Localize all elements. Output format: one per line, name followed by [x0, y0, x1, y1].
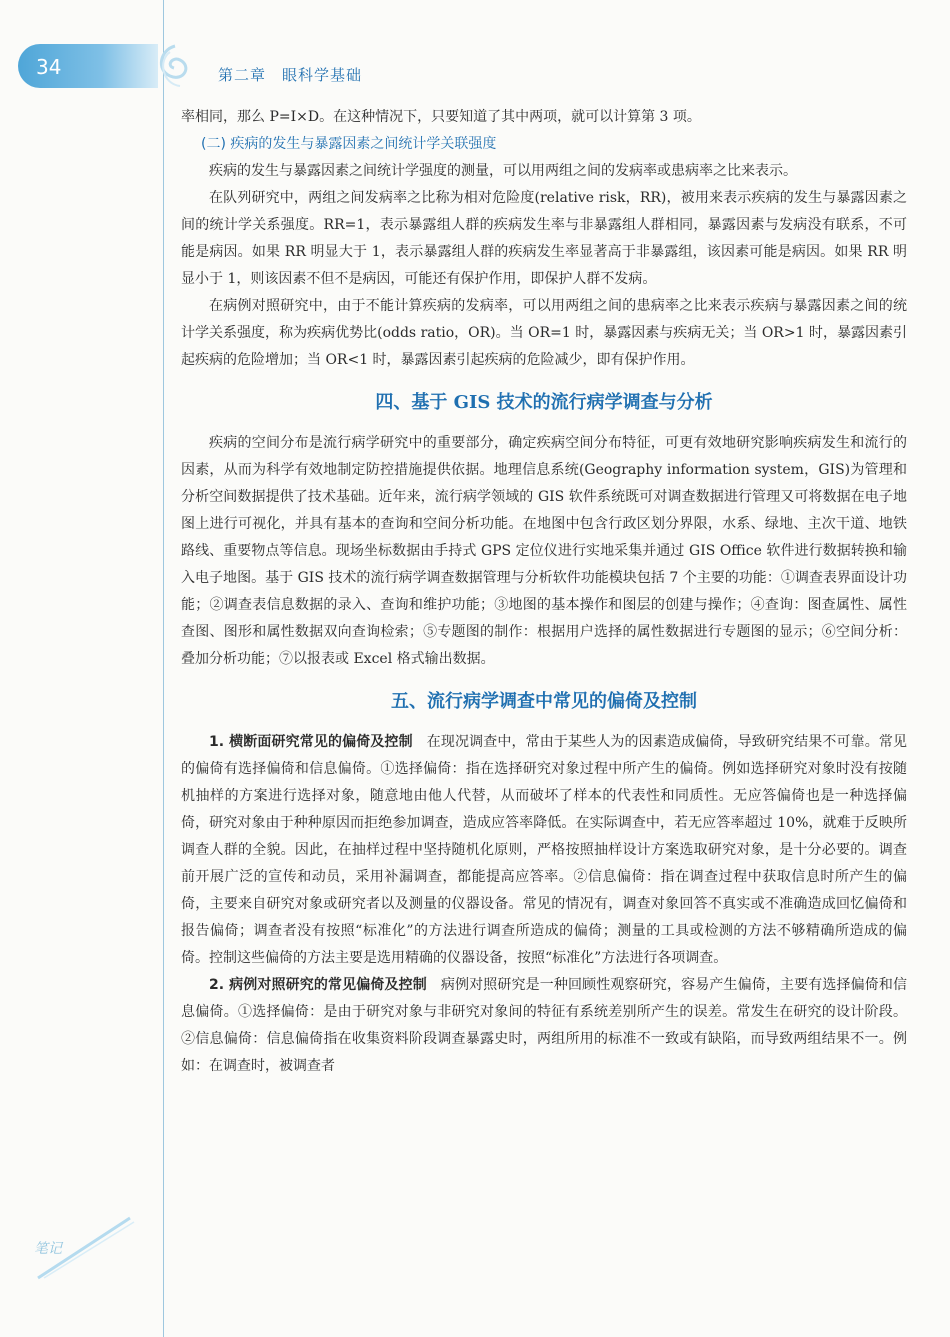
margin-rule — [163, 0, 164, 1337]
section-heading: 四、基于 GIS 技术的流行病学调查与分析 — [375, 392, 713, 413]
paragraph: 疾病的发生与暴露因素之间统计学强度的测量，可以用两组之间的发病率或患病率之比来表示。 — [209, 163, 797, 179]
notes-label: 笔记 — [34, 1241, 62, 1257]
paragraph: 在队列研究中，两组之间发病率之比称为相对危险度(relative risk，RR)，被用来表示疾病的发生与暴露因素之间的统计学关系强度。RR=1，表示暴露组人群的疾病发生率与非暴露组人群相同，暴露因素与发病没有联系，不可能是病因。如果 RR 明显大于 1，表示暴露组人群的疾病发生率显著高于非暴露组，该因素可能是病因。如果 RR 明显小于 1，则该因素不但不是病因，可能还有保护作用，即保护人群不发病。 — [181, 190, 907, 287]
paragraph-text: 病例对照研究是一种回顾性观察研究，容易产生偏倚，主要有选择偏倚和信息偏倚。①选择偏倚：是由于研究对象与非研究对象间的特征有系统差别所产生的误差。常发生在研究的设计阶段。②信息偏倚：信息偏倚指在收集资料阶段调查暴露史时，两组所用的标准不一致或有缺陷，而导致两组结果不一。例如：在调查时，被调查者 — [181, 977, 908, 1074]
paragraph: 疾病的空间分布是流行病学研究中的重要部分，确定疾病空间分布特征，可更有效地研究影响疾病发生和流行的因素，从而为科学有效地制定防控措施提供依据。地理信息系统(Geography information system，GIS)为管理和分析空间数据提供了技术基础。近年来，流行病学领域的 GIS 软件系统既可对调查数据进行管理又可将数据在电子地图上进行可视化，并具有基本的查询和空间分析功能。在地图中包含行政区划分界限，水系、绿地、主次干道、地铁路线、重要物点等信息。现场坐标数据由手持式 GPS 定位仪进行实地采集并通过 GIS Office 软件进行数据转换和输入电子地图。基于 GIS 技术的流行病学调查数据管理与分析软件功能模块包括 7 个主要的功能：①调查表界面设计功能；②调查表信息数据的录入、查询和维护功能；③地图的基本操作和图层的创建与操作；④查询：图查属性、属性查图、图形和属性数据双向查询检索；⑤专题图的制作：根据用户选择的属性数据进行专题图的显示；⑥空间分析：叠加分析功能；⑦以报表或 Excel 格式输出数据。 — [181, 435, 907, 667]
chapter-title: 第二章 眼科学基础 — [218, 66, 363, 84]
paragraph — [181, 729, 907, 972]
paragraph-intro: 率相同，那么 P=I×D。在这种情况下，只要知道了其中两项，就可以计算第 3 项。 — [181, 109, 701, 125]
paragraph — [181, 972, 907, 1080]
swirl-decoration-icon — [150, 40, 200, 96]
page-body — [181, 104, 907, 1080]
run-in-heading: 1. 横断面研究常见的偏倚及控制 — [209, 734, 413, 750]
sub-heading: (二) 疾病的发生与暴露因素之间统计学关联强度 — [201, 136, 497, 152]
page-number: 34 — [36, 55, 62, 79]
run-in-heading: 2. 病例对照研究的常见偏倚及控制 — [209, 977, 427, 993]
paragraph-text: 在现况调查中，常由于某些人为的因素造成偏倚，导致研究结果不可靠。常见的偏倚有选择偏倚和信息偏倚。①选择偏倚：指在选择研究对象过程中所产生的偏倚。例如选择研究对象时没有按随机抽样的方案进行选择对象，随意地由他人代替，从而破坏了样本的代表性和同质性。无应答偏倚也是一种选择偏倚，研究对象由于种种原因而拒绝参加调查，造成应答率降低。在实际调查中，若无应答率超过 10%，就难于反映所调查人群的全貌。因此，在抽样过程中坚持随机化原则，严格按照抽样设计方案选取研究对象，是十分必要的。调查前开展广泛的宣传和动员，采用补漏调查，都能提高应答率。②信息偏倚：指在调查过程中获取信息时所产生的偏倚，主要来自研究对象或研究者以及测量的仪器设备。常见的情况有，调查对象回答不真实或不准确造成回忆偏倚和报告偏倚；调查者没有按照“标准化”的方法进行调查所造成的偏倚；测量的工具或检测的方法不够精确所造成的偏倚。控制这些偏倚的方法主要是选用精确的仪器设备，按照“标准化”方法进行各项调查。 — [181, 734, 908, 966]
paragraph: 在病例对照研究中，由于不能计算疾病的发病率，可以用两组之间的患病率之比来表示疾病与暴露因素之间的统计学关系强度，称为疾病优势比(odds ratio，OR)。当 OR=1 时，暴露因素与疾病无关；当 OR>1 时，暴露因素引起疾病的危险增加；当 OR<1 时，暴露因素引起疾病的危险减少，即有保护作用。 — [181, 298, 907, 368]
section-heading: 五、流行病学调查中常见的偏倚及控制 — [391, 691, 697, 712]
